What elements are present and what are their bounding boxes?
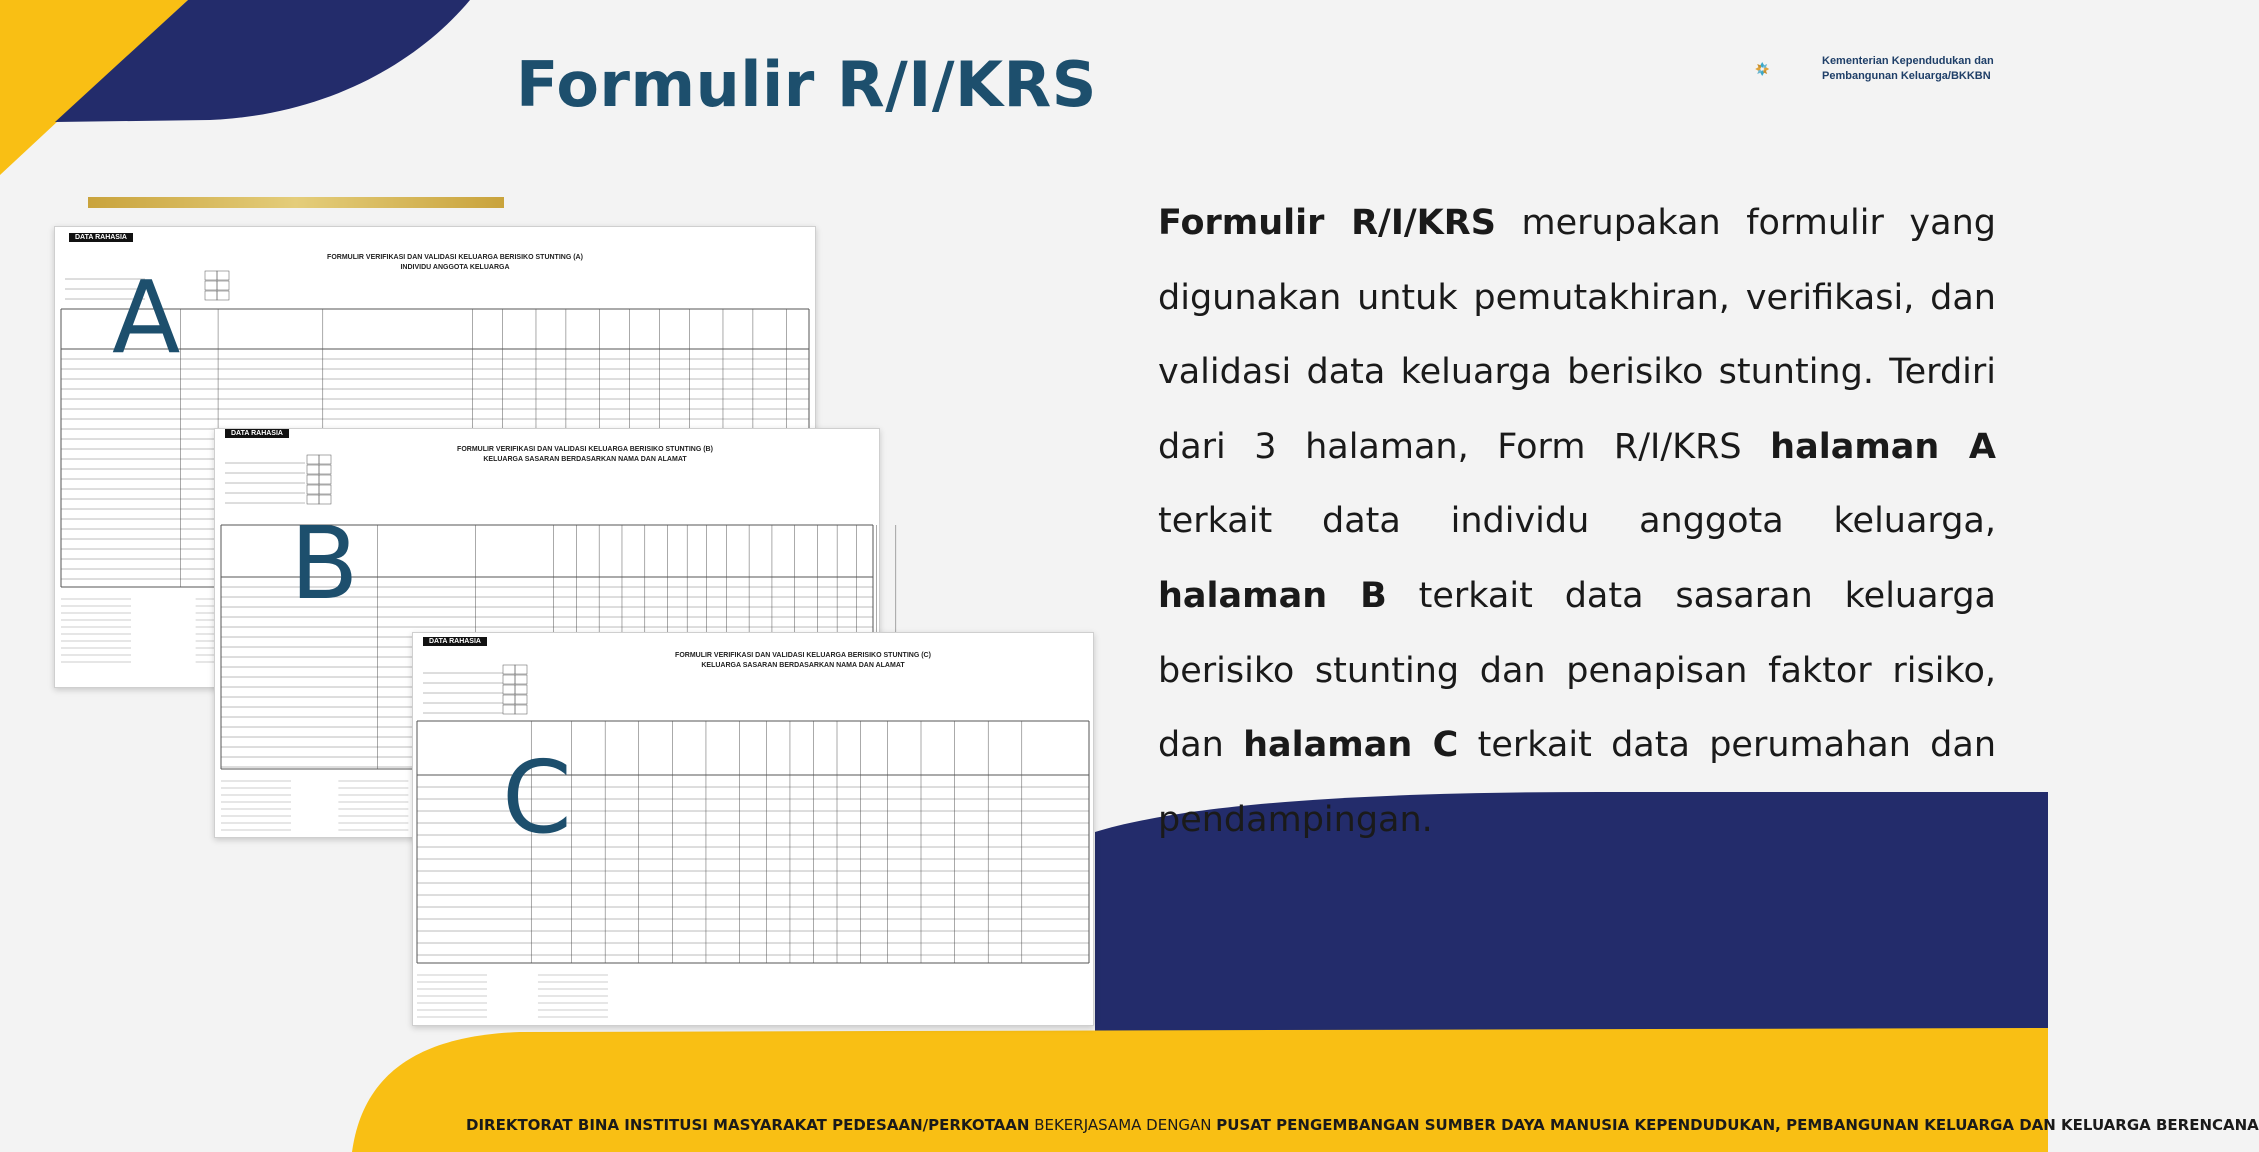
form-letter-c: C [502,739,572,856]
description-bold-page-c: halaman C [1243,725,1459,766]
footer-connector: BEKERJASAMA DENGAN [1029,1116,1217,1134]
title-underline [88,197,504,208]
ministry-name [1822,54,1994,84]
description-text-3: terkait data sasaran keluarga berisiko stunting dan penapisan faktor risiko, dan [1158,575,1996,766]
confidential-badge: DATA RAHASIA [225,429,289,438]
form-heading [613,651,993,671]
description-bold-title: Formulir R/I/KRS [1158,203,1496,243]
description-text-2: terkait data individu anggota keluarga, [1158,501,1996,542]
form-heading [405,445,765,465]
form-heading [255,253,655,273]
description-text-1: merupakan formulir yang digunakan untuk pemutakhiran, verifikasi, dan validasi data keluarga berisiko stunting. Terdiri dari 3 halaman, Form R/I/KRS [1158,203,1996,467]
ministry-name-line2: Pembangunan Keluarga/BKKBN [1822,70,1991,82]
description-paragraph [1158,186,1996,857]
description-bold-page-a: halaman A [1770,426,1996,467]
form-heading-line2: KELUARGA SASARAN BERDASARKAN NAMA DAN ALAMAT [701,662,905,669]
footer-directorate: DIREKTORAT BINA INSTITUSI MASYARAKAT PEDESAAN/PERKOTAAN [466,1116,1030,1134]
ministry-name-line1: Kementerian Kependudukan dan [1822,55,1994,67]
form-heading-line1: FORMULIR VERIFIKASI DAN VALIDASI KELUARGA BERISIKO STUNTING (C) [675,652,931,659]
confidential-badge: DATA RAHASIA [69,233,133,242]
form-heading-line1: FORMULIR VERIFIKASI DAN VALIDASI KELUARGA BERISIKO STUNTING (A) [327,254,583,261]
form-letter-a: A [112,259,181,376]
footer-credit [466,1116,2259,1134]
form-letter-b: B [290,505,359,622]
page-title: Formulir R/I/KRS [516,48,1097,121]
form-heading-line2: KELUARGA SASARAN BERDASARKAN NAMA DAN ALAMAT [483,456,687,463]
form-heading-line1: FORMULIR VERIFIKASI DAN VALIDASI KELUARGA BERISIKO STUNTING (B) [457,446,713,453]
description-text-4: terkait data perumahan dan pendampingan. [1158,725,1996,840]
description-bold-page-b: halaman B [1158,575,1387,616]
bkkbn-logo-icon [1752,40,1822,98]
confidential-badge: DATA RAHASIA [423,637,487,646]
footer-center: PUSAT PENGEMBANGAN SUMBER DAYA MANUSIA KEPENDUDUKAN, PEMBANGUNAN KELUARGA DAN KELUARGA BERENCANA [1216,1116,2259,1134]
form-heading-line2: INDIVIDU ANGGOTA KELUARGA [400,264,510,271]
